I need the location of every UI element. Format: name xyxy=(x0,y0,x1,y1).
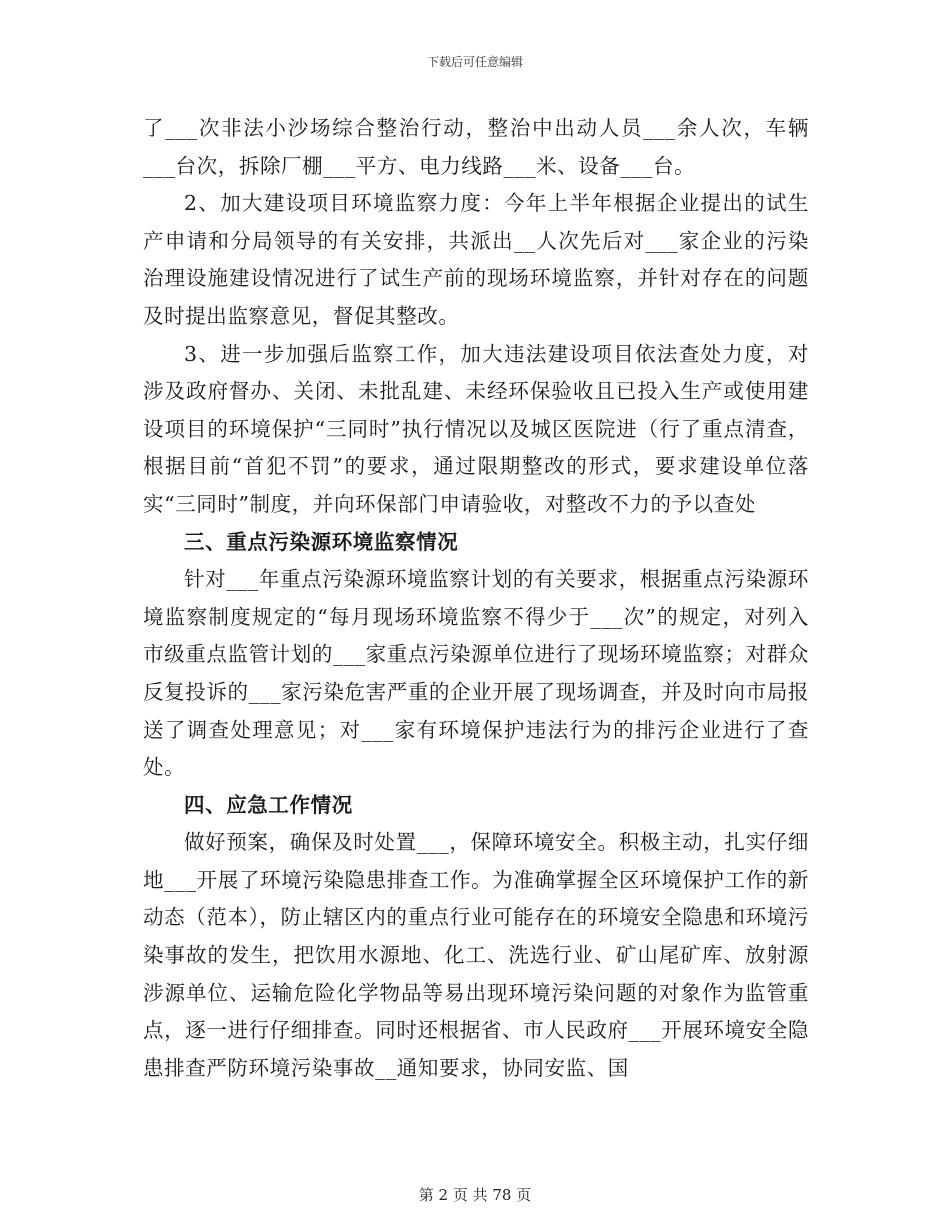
document-body xyxy=(143,110,809,1087)
page-header-note: 下载后可任意编辑 xyxy=(426,55,523,69)
paragraph-3: 3、进一步加强后监察工作，加大违法建设项目依法查处力度，对涉及政府督办、关闭、未批乱建、未经环保验收且已投入生产或使用建设项目的环境保护“三同时”执行情况以及城区医院进（行了重点清查，根据目前“首犯不罚”的要求，通过限期整改的形式，要求建设单位落实“三同时”制度，并向环保部门申请验收，对整改不力的予以查处 xyxy=(143,341,809,516)
paragraph-1: 了___次非法小沙场综合整治行动，整治中出动人员___余人次，车辆___台次，拆除厂棚___平方、电力线路___米、设备___台。 xyxy=(143,116,809,178)
page-number-footer: 第 2 页 共 78 页 xyxy=(418,1186,532,1204)
paragraph-5: 做好预案，确保及时处置___，保障环境安全。积极主动，扎实仔细地___开展了环境污染隐患排查工作。为准确掌握全区环境保护工作的新动态（范本），防止辖区内的重点行业可能存在的环境安全隐患和环境污染事故的发生，把饮用水源地、化工、洗选行业、矿山尾矿库、放射源涉源单位、运输危险化学物品等易出现环境污染问题的对象作为监管重点，逐一进行仔细排查。同时还根据省、市人民政府___开展环境安全隐患排查严防环境污染事故__通知要求，协同安监、国 xyxy=(143,830,809,1080)
section-heading-4: 四、应急工作情况 xyxy=(184,792,353,817)
paragraph-4: 针对___年重点污染源环境监察计划的有关要求，根据重点污染源环境监察制度规定的“每月现场环境监察不得少于___次”的规定，对列入市级重点监管计划的___家重点污染源单位进行了现场环境监察；对群众反复投诉的___家污染危害严重的企业开展了现场调查，并及时向市局报送了调查处理意见；对___家有环境保护违法行为的排污企业进行了查处。 xyxy=(143,567,809,780)
section-heading-3: 三、重点污染源环境监察情况 xyxy=(184,529,459,554)
paragraph-2: 2、加大建设项目环境监察力度：今年上半年根据企业提出的试生产申请和分局领导的有关安排，共派出__人次先后对___家企业的污染治理设施建设情况进行了试生产前的现场环境监察，并针对存在的问题及时提出监察意见，督促其整改。 xyxy=(143,191,809,328)
